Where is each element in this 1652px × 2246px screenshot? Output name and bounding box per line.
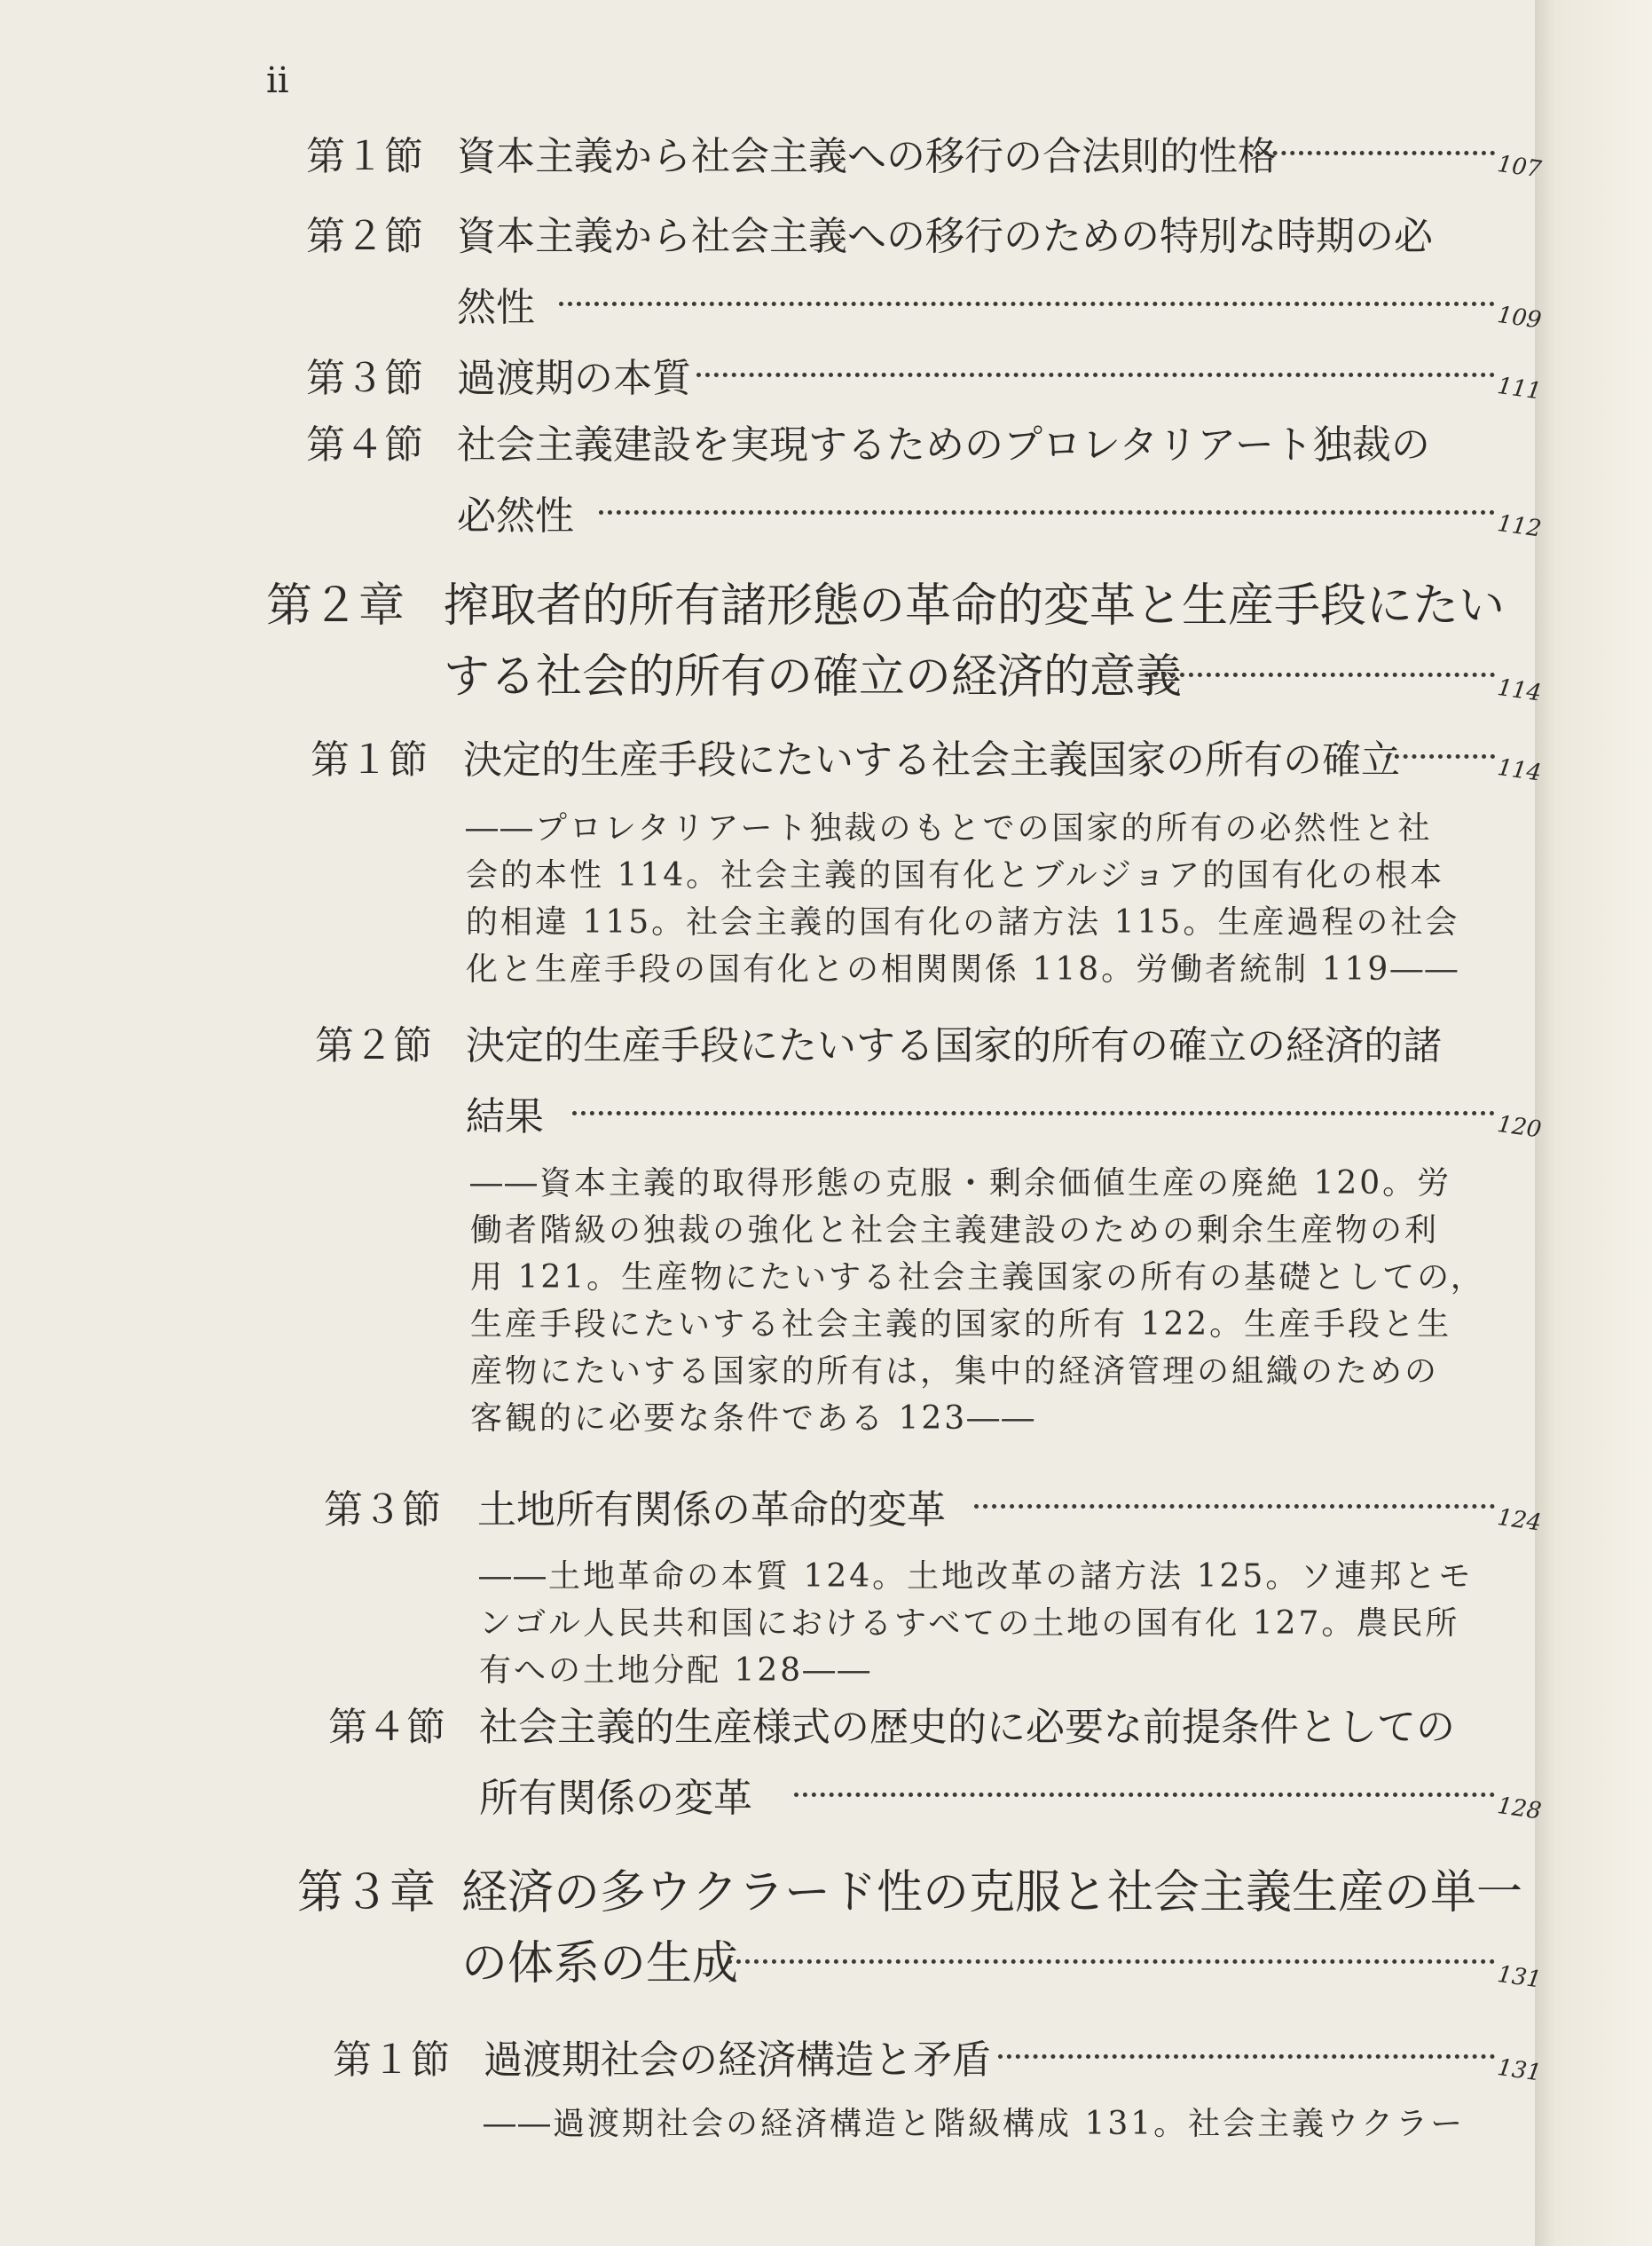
subtopic-line: 有への土地分配 128―― [479, 1652, 873, 1689]
entry-title-line: 決定的生産手段にたいする国家的所有の確立の経済的諸 [466, 1023, 1442, 1068]
section-label: 第１節 [306, 134, 423, 179]
section-label: 第３節 [324, 1487, 441, 1533]
chapter-label: 第２章 [266, 579, 405, 633]
section-label: 第４節 [328, 1705, 445, 1750]
entry-title-line: 決定的生産手段にたいする社会主義国家の所有の確立 [463, 737, 1400, 783]
page-reference: 114 [1495, 754, 1544, 787]
leader-dots [974, 1504, 1495, 1509]
subtopic-line: 会的本性 114。社会主義的国有化とブルジョア的国有化の根本 [466, 857, 1445, 894]
subtopic-line: ――プロレタリアート独裁のもとでの国家的所有の必然性と社 [466, 810, 1433, 847]
subtopic-line: ンゴル人民共和国におけるすべての土地の国有化 127。農民所 [479, 1605, 1460, 1642]
page-gutter [1535, 0, 1652, 2246]
entry-title-line: 資本主義から社会主義への移行の合法則的性格 [457, 134, 1277, 179]
subtopic-line: 生産手段にたいする社会主義的国家的所有 122。生産手段と生 [470, 1306, 1452, 1343]
leader-dots [728, 1959, 1495, 1964]
page-reference: 107 [1495, 151, 1544, 184]
entry-title-line: 社会主義建設を実現するためのプロレタリアート独裁の [457, 422, 1430, 468]
section-label: 第３節 [306, 356, 423, 401]
subtopic-line: 働者階級の独裁の強化と社会主義建設のための剰余生産物の利 [470, 1212, 1440, 1249]
page-reference: 124 [1495, 1504, 1544, 1537]
leader-dots [1386, 754, 1495, 759]
entry-title-line: 土地所有関係の革命的変革 [477, 1487, 946, 1533]
leader-dots [559, 302, 1495, 306]
leader-dots [599, 510, 1495, 515]
page-reference: 111 [1495, 373, 1544, 406]
page-reference: 109 [1495, 302, 1544, 335]
subtopic-line: 化と生産手段の国有化との相関関係 118。労働者統制 119―― [466, 951, 1460, 988]
entry-title-line: する社会的所有の確立の経済的意義 [444, 650, 1183, 704]
leader-dots [696, 373, 1495, 377]
leader-dots [1255, 151, 1495, 155]
entry-title-line: 資本主義から社会主義への移行のための特別な時期の必 [457, 214, 1433, 259]
entry-title-line: 過渡期の本質 [457, 356, 691, 401]
page-reference: 112 [1495, 510, 1544, 543]
entry-title-line: 所有関係の変革 [479, 1776, 752, 1821]
subtopic-line: 客観的に必要な条件である 123―― [470, 1400, 1037, 1437]
entry-title-line: 経済の多ウクラード性の克服と社会主義生産の単一 [461, 1866, 1523, 1919]
subtopic-line: ――過渡期社会の経済構造と階級構成 131。社会主義ウクラー [484, 2106, 1466, 2142]
leader-dots [1145, 673, 1495, 677]
section-label: 第１節 [333, 2037, 450, 2083]
subtopic-line: 用 121。生産物にたいする社会主義国家の所有の基礎としての， [470, 1259, 1485, 1296]
section-label: 第２節 [315, 1023, 432, 1068]
entry-title-line: 然性 [457, 285, 535, 330]
section-label: 第２節 [306, 214, 423, 259]
entry-title-line: の体系の生成 [461, 1937, 739, 1990]
entry-title-line: 社会主義的生産様式の歴史的に必要な前提条件としての [479, 1705, 1455, 1750]
leader-dots [572, 1111, 1495, 1115]
leader-dots [794, 1793, 1495, 1797]
page-reference: 128 [1495, 1793, 1544, 1825]
entry-title-line: 過渡期社会の経済構造と矛盾 [484, 2037, 991, 2083]
page-reference: 120 [1495, 1111, 1544, 1144]
page-reference: 114 [1495, 674, 1544, 707]
entry-title-line: 結果 [466, 1094, 544, 1139]
entry-title-line: 必然性 [457, 493, 574, 539]
chapter-label: 第３章 [297, 1866, 437, 1919]
leader-dots [998, 2054, 1495, 2059]
subtopic-line: ――資本主義的取得形態の克服・剰余価値生産の廃絶 120。労 [470, 1165, 1452, 1202]
page-number: ii [266, 60, 289, 101]
page-reference: 131 [1495, 2054, 1544, 2087]
section-label: 第４節 [306, 422, 423, 468]
section-label: 第１節 [311, 737, 428, 783]
subtopic-line: 的相違 115。社会主義的国有化の諸方法 115。生産過程の社会 [466, 904, 1460, 941]
entry-title-line: 搾取者的所有諸形態の革命的変革と生産手段にたい [444, 579, 1506, 633]
subtopic-line: 産物にたいする国家的所有は，集中的経済管理の組織のための [470, 1353, 1440, 1390]
page-reference: 131 [1495, 1961, 1544, 1994]
subtopic-line: ――土地革命の本質 124。土地改革の諸方法 125。ソ連邦とモ [479, 1558, 1474, 1595]
